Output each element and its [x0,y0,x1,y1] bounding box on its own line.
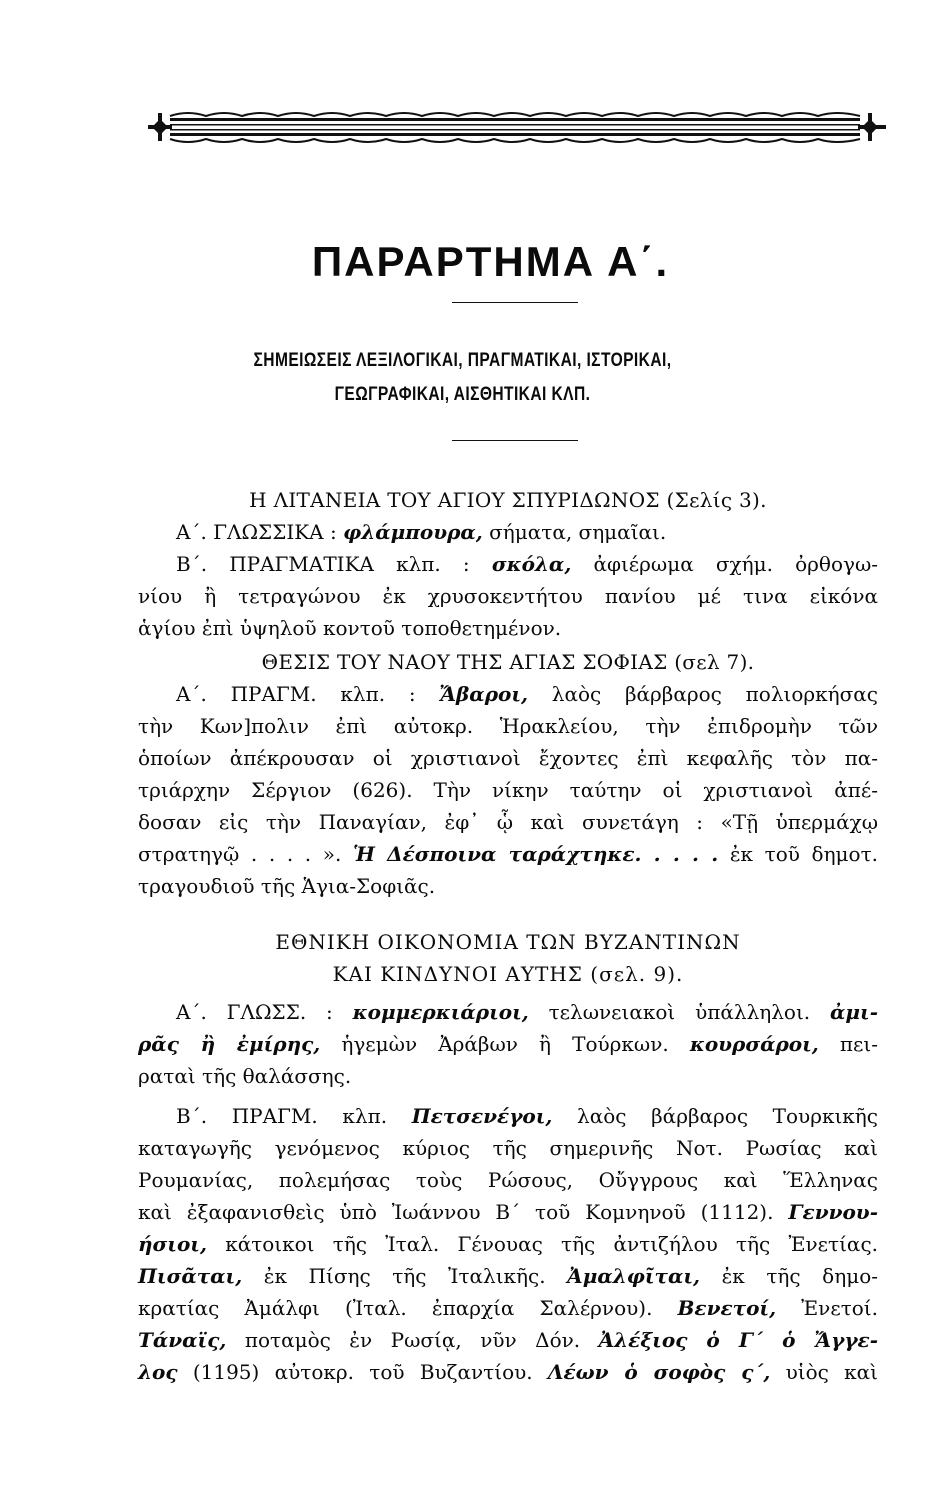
entry-text: ἐκ τοῦ δημοτ. [729,842,879,866]
entry-text: ποταμὸς ἐν Ρωσίᾳ, νῦν Δόν. [244,1328,581,1352]
entry-term: Τάναϊς, [138,1328,227,1352]
entry-term: κουρσάροι, [689,1032,819,1056]
ornamental-header-rule [148,108,888,148]
paragraph-line: ραταὶ τῆς θαλάσσης. [138,1064,352,1088]
quoted-title: Ἡ Δέσποινα ταράχτηκε. . . . . [353,842,719,866]
entry-text: κρατίας Ἀμάλφι (Ἰταλ. ἐπαρχία Σαλέρνου). [138,1296,653,1320]
entry-text: πει- [839,1032,878,1056]
paragraph-line [138,678,878,710]
paragraph-line: ὁποίων ἀπέκρουσαν οἱ χριστιανοὶ ἔχοντες ἐπὶ κεφαλῆς τὸν πα- [138,746,878,770]
entry-term: κομμερκιάριοι, [352,1000,529,1024]
entry-text: ἡγεμὼν Ἀράβων ἢ Τούρκων. [341,1032,669,1056]
subtitle-line-1: ΣΗΜΕΙΩΣΕΙΣ ΛΕΞΙΛΟΓΙΚΑΙ, ΠΡΑΓΜΑΤΙΚΑΙ, ΙΣΤΟΡΙΚΑΙ, [253,350,672,371]
page-title: ΠΑΡΑΡΤΗΜΑ Α΄. [311,238,670,285]
entry-text: υἱὸς καὶ [785,1360,879,1384]
paragraph-line [138,548,878,580]
section-national-economy [138,926,878,1388]
paragraph-line: τραγουδιοῦ τῆς Ἁγια-Σοφιᾶς. [138,874,436,898]
paragraph-line: νίου ἢ τετραγώνου ἐκ χρυσοκεντήτου πανίου μέ τινα εἰκόνα [138,584,878,608]
entry-text: ἀφιέρωμα σχήμ. ὀρθογω- [593,552,879,576]
entry-term: Ἀλέξιος ὁ Γ΄ ὁ Ἄγγε- [598,1328,879,1352]
paragraph-line [138,996,878,1028]
paragraph-line [138,1100,878,1132]
paragraph-line: καταγωγῆς γενόμενος κύριος τῆς σημερινῆς Νοτ. Ρωσίας καὶ [138,1136,878,1160]
entry-text: κάτοικοι τῆς Ἰταλ. Γένουας τῆς ἀντιζήλου τῆς Ἐνετίας. [225,1232,878,1256]
paragraph-line [138,1356,878,1388]
entry-text: καὶ ἐξαφανισθεὶς ὑπὸ Ἰωάννου Β΄ τοῦ Κομνηνοῦ (1112). [138,1200,774,1224]
paragraph-line [138,1260,878,1292]
paragraph-line: δοσαν εἰς τὴν Παναγίαν, ἐφ᾽ ᾧ καὶ συνετάγη : «Τῇ ὑπερμάχῳ [138,810,878,834]
section-heading: ΚΑΙ ΚΙΝΔΥΝΟΙ ΑΥΤΗΣ (σελ. 9). [332,962,684,986]
entry-text: λαὸς βάρβαρος πολιορκήσας [551,682,878,706]
entry-text: τελωνειακοὶ ὑπάλληλοι. [548,1000,811,1024]
entry-term: Ἀμαλφῖται, [567,1264,701,1288]
paragraph-line: ἁγίου ἐπὶ ὑψηλοῦ κοντοῦ τοποθετημένον. [138,616,562,640]
entry-term: ρᾶς ἢ ἐμίρης, [138,1032,321,1056]
entry-term: Πετσενέγοι, [411,1104,553,1128]
entry-term: ήσιοι, [138,1232,207,1256]
entry-text: σήματα, σημαῖαι. [489,520,667,544]
paragraph-line: τὴν Κων]πολιν ἐπὶ αὐτοκρ. Ἡρακλείου, τὴν ἐπιδρομὴν τῶν [138,714,878,738]
section-hagia-sophia [138,646,878,902]
paragraph-line [138,516,878,548]
entry-term: Λέων ὁ σοφὸς ς΄, [547,1360,771,1384]
subtitle-line-2: ΓΕΩΓΡΑΦΙΚΑΙ, ΑΙΣΘΗΤΙΚΑΙ ΚΛΠ. [334,384,591,405]
subtitle-divider [452,440,578,441]
entry-term: Βενετοί, [677,1296,777,1320]
title-divider [452,302,578,303]
entry-term: σκόλα, [491,552,572,576]
entry-text: ἐκ Πίσης τῆς Ἰταλικῆς. [263,1264,546,1288]
paragraph-line [138,1228,878,1260]
paragraph-line [138,1196,878,1228]
entry-label: Α΄. ΓΛΩΣΣΙΚΑ : [176,520,337,544]
section-heading: Η ΛΙΤΑΝΕΙΑ ΤΟΥ ΑΓΙΟΥ ΣΠΥΡΙΔΩΝΟΣ (Σελίς 3). [249,488,767,512]
entry-term: ἀμι- [830,1000,879,1024]
entry-text: στρατηγῷ . . . . ». [138,842,342,866]
section-heading: ΕΘΝΙΚΗ ΟΙΚΟΝΟΜΙΑ ΤΩΝ ΒΥΖΑΝΤΙΝΩΝ [275,930,741,954]
entry-term: φλάμπουρα, [343,520,483,544]
paragraph-line: τριάρχην Σέργιον (626). Τὴν νίκην ταύτην οἱ χριστιανοὶ ἀπέ- [138,778,878,802]
entry-term: Γεννου- [788,1200,878,1224]
entry-label: Α΄. ΓΛΩΣΣ. : [176,1000,333,1024]
entry-text: ἐκ τῆς δημο- [721,1264,878,1288]
entry-term: Πισᾶται, [138,1264,243,1288]
paragraph-line [138,1324,878,1356]
entry-label: Β΄. ΠΡΑΓΜΑΤΙΚΑ κλπ. : [176,552,470,576]
section-litaneia [138,484,878,644]
paragraph-line [138,838,878,870]
entry-label: Α΄. ΠΡΑΓΜ. κλπ. : [176,682,416,706]
entry-label: Β΄. ΠΡΑΓΜ. κλπ. [176,1104,388,1128]
paragraph-line [138,1292,878,1324]
entry-term: λος [138,1360,178,1384]
entry-text: Ἐνετοί. [801,1296,879,1320]
paragraph-line [138,1028,878,1060]
section-heading: ΘΕΣΙΣ ΤΟΥ ΝΑΟΥ ΤΗΣ ΑΓΙΑΣ ΣΟΦΙΑΣ (σελ 7). [261,650,755,674]
entry-term: Ἄβαροι, [439,682,528,706]
entry-text: λαὸς βάρβαρος Τουρκικῆς [577,1104,878,1128]
entry-text: (1195) αὐτοκρ. τοῦ Βυζαντίου. [192,1360,533,1384]
paragraph-line: Ρουμανίας, πολεμήσας τοὺς Ρώσους, Οὔγγρους καὶ Ἕλληνας [138,1168,878,1192]
